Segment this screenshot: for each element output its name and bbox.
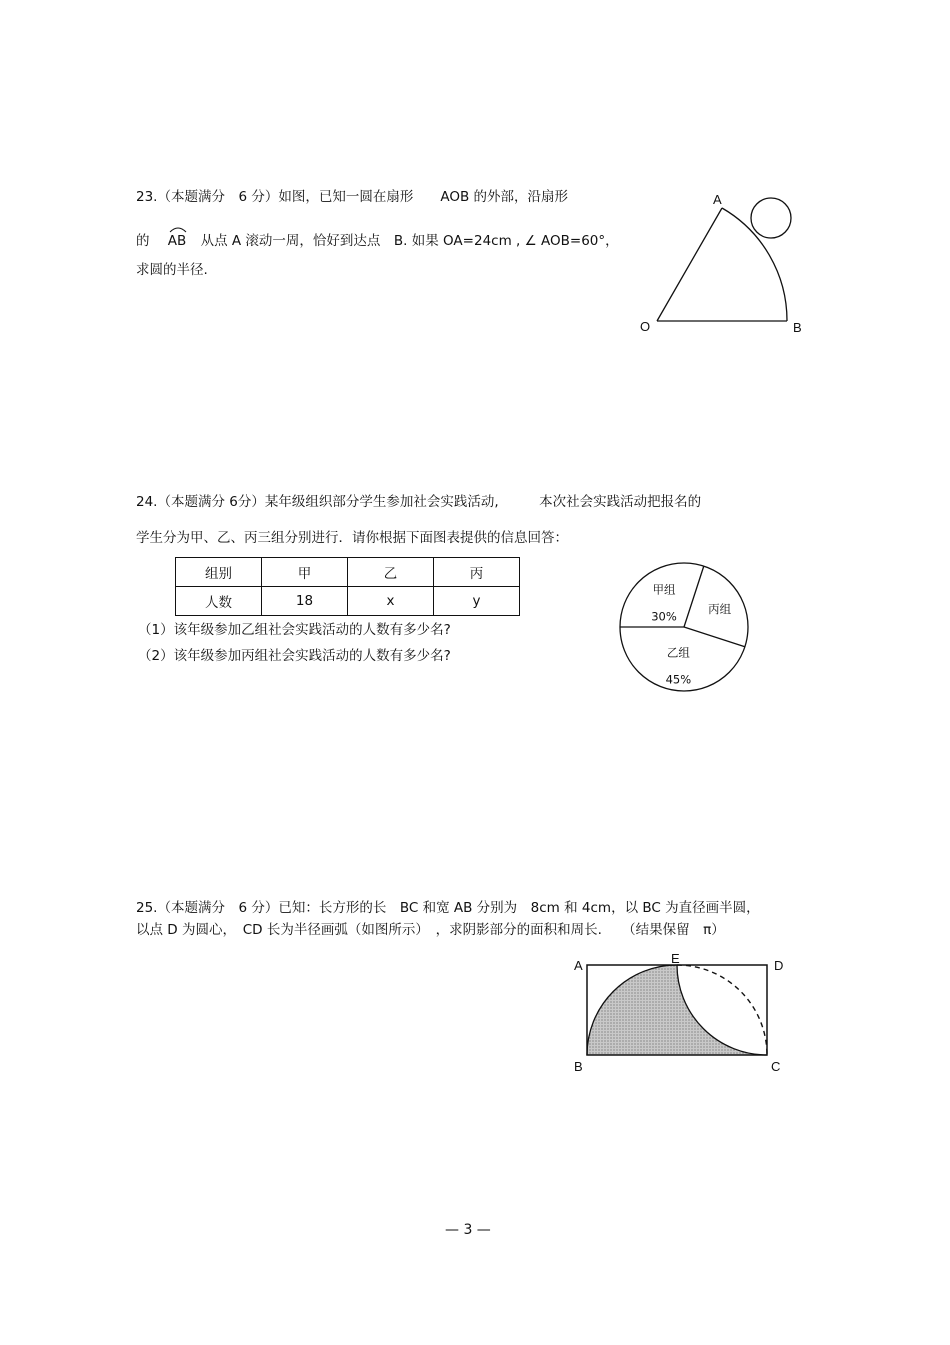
label-c: C [771, 1059, 781, 1074]
q25-line1: 25.（本题满分 6 分）已知：长方形的长 BC 和宽 AB 分别为 8cm 和 4cm，以 BC 为直径画半圆， [136, 900, 760, 916]
group-table [175, 557, 520, 616]
page-number: — 3 — [445, 1222, 491, 1238]
q24-sub2: （2）该年级参加丙组社会实践活动的人数有多少名? [138, 648, 451, 664]
table-cell: y [434, 587, 520, 616]
table-header-cell: 甲 [262, 558, 348, 587]
q23-line3: 求圆的半径. [136, 262, 208, 278]
table-header-cell: 丙 [434, 558, 520, 587]
arc-ab [722, 208, 787, 321]
q25-line2: 以点 D 为圆心， CD 长为半径画弧（如图所示） ，求阴影部分的面积和周长. （结果保留 π） [136, 922, 725, 938]
label-e: E [671, 951, 680, 966]
table-cell: x [348, 587, 434, 616]
label-b: B [574, 1059, 583, 1074]
pie-slice-boundary [684, 627, 745, 647]
sector-figure [630, 185, 820, 345]
pie-slice-value: 45% [665, 672, 692, 687]
label-o: O [640, 319, 651, 334]
q23-line2-rest: 从点 A 滚动一周，恰好到达点 B. 如果 OA=24cm , ∠ AOB=60°， [200, 233, 619, 249]
pie-slice-value: 30% [651, 609, 677, 624]
table-row [176, 558, 520, 587]
q24-sub1: （1）该年级参加乙组社会实践活动的人数有多少名? [138, 622, 451, 638]
label-a: A [574, 958, 583, 973]
arc-ab-label: AB [168, 233, 187, 249]
shaded-region [587, 965, 767, 1055]
q24-line2: 学生分为甲、乙、丙三组分别进行．请你根据下面图表提供的信息回答： [136, 530, 568, 546]
q23-line2-prefix: 的 [136, 233, 150, 249]
q24-line1: 24.（本题满分 6分）某年级组织部分学生参加社会实践活动, 本次社会实践活动把报名的 [136, 494, 702, 510]
arc-mark-icon [168, 225, 188, 233]
pie-slice-label: 甲组 [652, 582, 676, 597]
table-header-cell: 乙 [348, 558, 434, 587]
table-cell: 18 [262, 587, 348, 616]
segment-oa [657, 208, 722, 321]
q23-line1: 23.（本题满分 6 分）如图，已知一圆在扇形 AOB 的外部，沿扇形 [136, 189, 569, 205]
pie-slice-label: 丙组 [708, 601, 732, 616]
pie-chart [610, 557, 760, 697]
table-cell: 人数 [176, 587, 262, 616]
q23-line2 [136, 233, 619, 249]
rectangle-figure [565, 950, 790, 1080]
table-header-cell: 组别 [176, 558, 262, 587]
label-d: D [774, 958, 784, 973]
label-a: A [713, 192, 722, 207]
rolling-circle [751, 198, 791, 238]
pie-slice-boundary [684, 566, 704, 627]
label-b: B [793, 320, 802, 335]
table-row [176, 587, 520, 616]
pie-slice-label: 乙组 [666, 645, 690, 660]
